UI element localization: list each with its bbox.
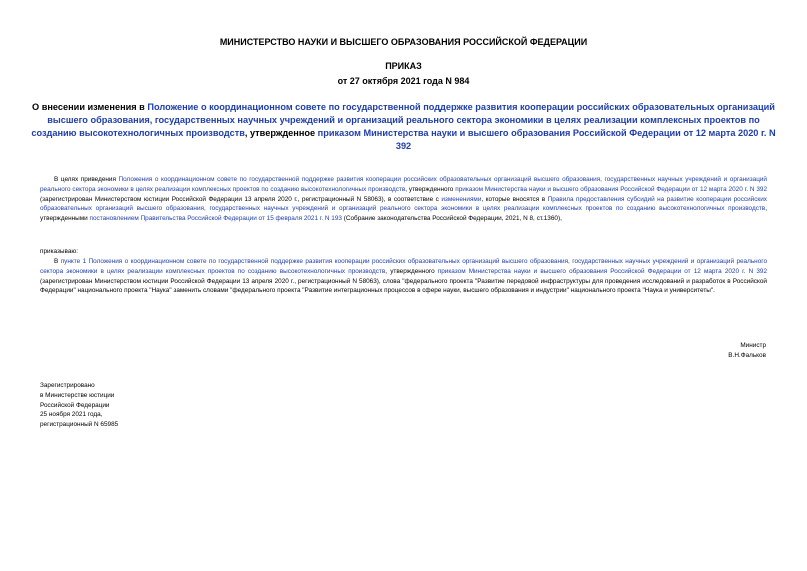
registration-block (40, 381, 118, 430)
paragraph-preamble (40, 175, 767, 224)
paragraph-main (40, 257, 767, 296)
p1-link-resolution[interactable]: постановлением Правительства Российской Федерации от 15 февраля 2021 г. N 193 (89, 215, 342, 223)
p1-text-6: (Собрание законодательства Российской Федерации, 2021, N 8, ст.1360), (341, 215, 562, 223)
p1-link-regulation[interactable]: Положения о координационном совете по государственной поддержке развития кооперации российских образовательных организаций высшего образования, государственных научных учреждений и организаций реального сектора экономики в целях реализации комплексных проектов по созданию высокотехнологичных производств (40, 176, 767, 193)
p1-link-rules[interactable]: Правила предоставления субсидий на развитие кооперации российских образовательных организаций высшего образования, государственных научных учреждений и организаций реального сектора экономики в целях реализации комплексных проектов по созданию высокотехнологичных производств (40, 195, 767, 213)
document-title (30, 101, 777, 153)
ministry-heading: МИНИСТЕРСТВО НАУКИ И ВЫСШЕГО ОБРАЗОВАНИЯ РОССИЙСКОЙ ФЕДЕРАЦИИ (219, 37, 588, 47)
registration-line: в Министерстве юстиции (40, 391, 115, 399)
registration-line: Зарегистрировано (40, 382, 95, 389)
title-text-2: , утвержденное (244, 128, 318, 138)
signature-name: В.Н.Фальков (728, 352, 766, 359)
p3-text-3: (зарегистрирован Министерством юстиции Российской Федерации 13 апреля 2020 г., регистрационный N 58063), слова "федерального проекта "Развитие передовой инфраструктуры для проведения исследований и разработок в Российской Федерации" национального проекта "Наука" заменить словами "федерального проекта "Развитие интеграционных процессов в сфере науки, высшего образования и индустрии" национального проекта "Наука и университеты". (40, 277, 767, 295)
title-text-1: О внесении изменения в (32, 102, 148, 112)
p1-link-changes[interactable]: изменениями (441, 195, 482, 203)
p1-text-5: , утвержденными (40, 205, 767, 223)
p3-link-order[interactable]: приказом Министерства науки и высшего образования Российской Федерации от 12 марта 2020 г. N 392 (437, 267, 768, 275)
signature-role: Министр (740, 342, 766, 349)
p1-text-1: В целях приведения (54, 176, 119, 183)
title-link-regulation[interactable]: Положение о координационном совете по государственной поддержке развития кооперации российских образовательных организаций высшего образования, государственных научных учреждений и организаций реального сектора экономики в целях реализации комплексных проектов по созданию высокотехнологичных производств (31, 102, 775, 138)
registration-line: регистрационный N 65985 (40, 421, 119, 429)
p3-text-2: , утвержденного (385, 267, 438, 275)
p1-text-3: (зарегистрирован Министерством юстиции Российской Федерации 13 апреля 2020 г., регистрационный N 58063), в соответствие с (40, 195, 442, 203)
registration-line: 25 ноября 2021 года, (40, 411, 103, 419)
document-type: ПРИКАЗ (385, 61, 422, 71)
p1-text-2: , утвержденного (405, 185, 456, 193)
document-date: от 27 октября 2021 года N 984 (337, 76, 470, 86)
registration-line: Российской Федерации (40, 401, 110, 409)
title-link-order[interactable]: приказом Министерства науки и высшего образования Российской Федерации от 12 марта 2020 г. N 392 (317, 128, 776, 151)
p1-text-4: , которые вносятся в (481, 195, 548, 203)
paragraph-order-word: приказываю: (40, 248, 78, 255)
p1-link-order[interactable]: приказом Министерства науки и высшего образования Российской Федерации от 12 марта 2020 г. N 392 (455, 185, 767, 193)
p3-text-1: В (54, 258, 61, 265)
p3-link-clause[interactable]: пункте 1 Положения о координационном совете по государственной поддержке развития кооперации российских образовательных организаций высшего образования, государственных научных учреждений и организаций реального сектора экономики в целях реализации комплексных проектов по созданию высокотехнологичных производств (40, 258, 767, 275)
